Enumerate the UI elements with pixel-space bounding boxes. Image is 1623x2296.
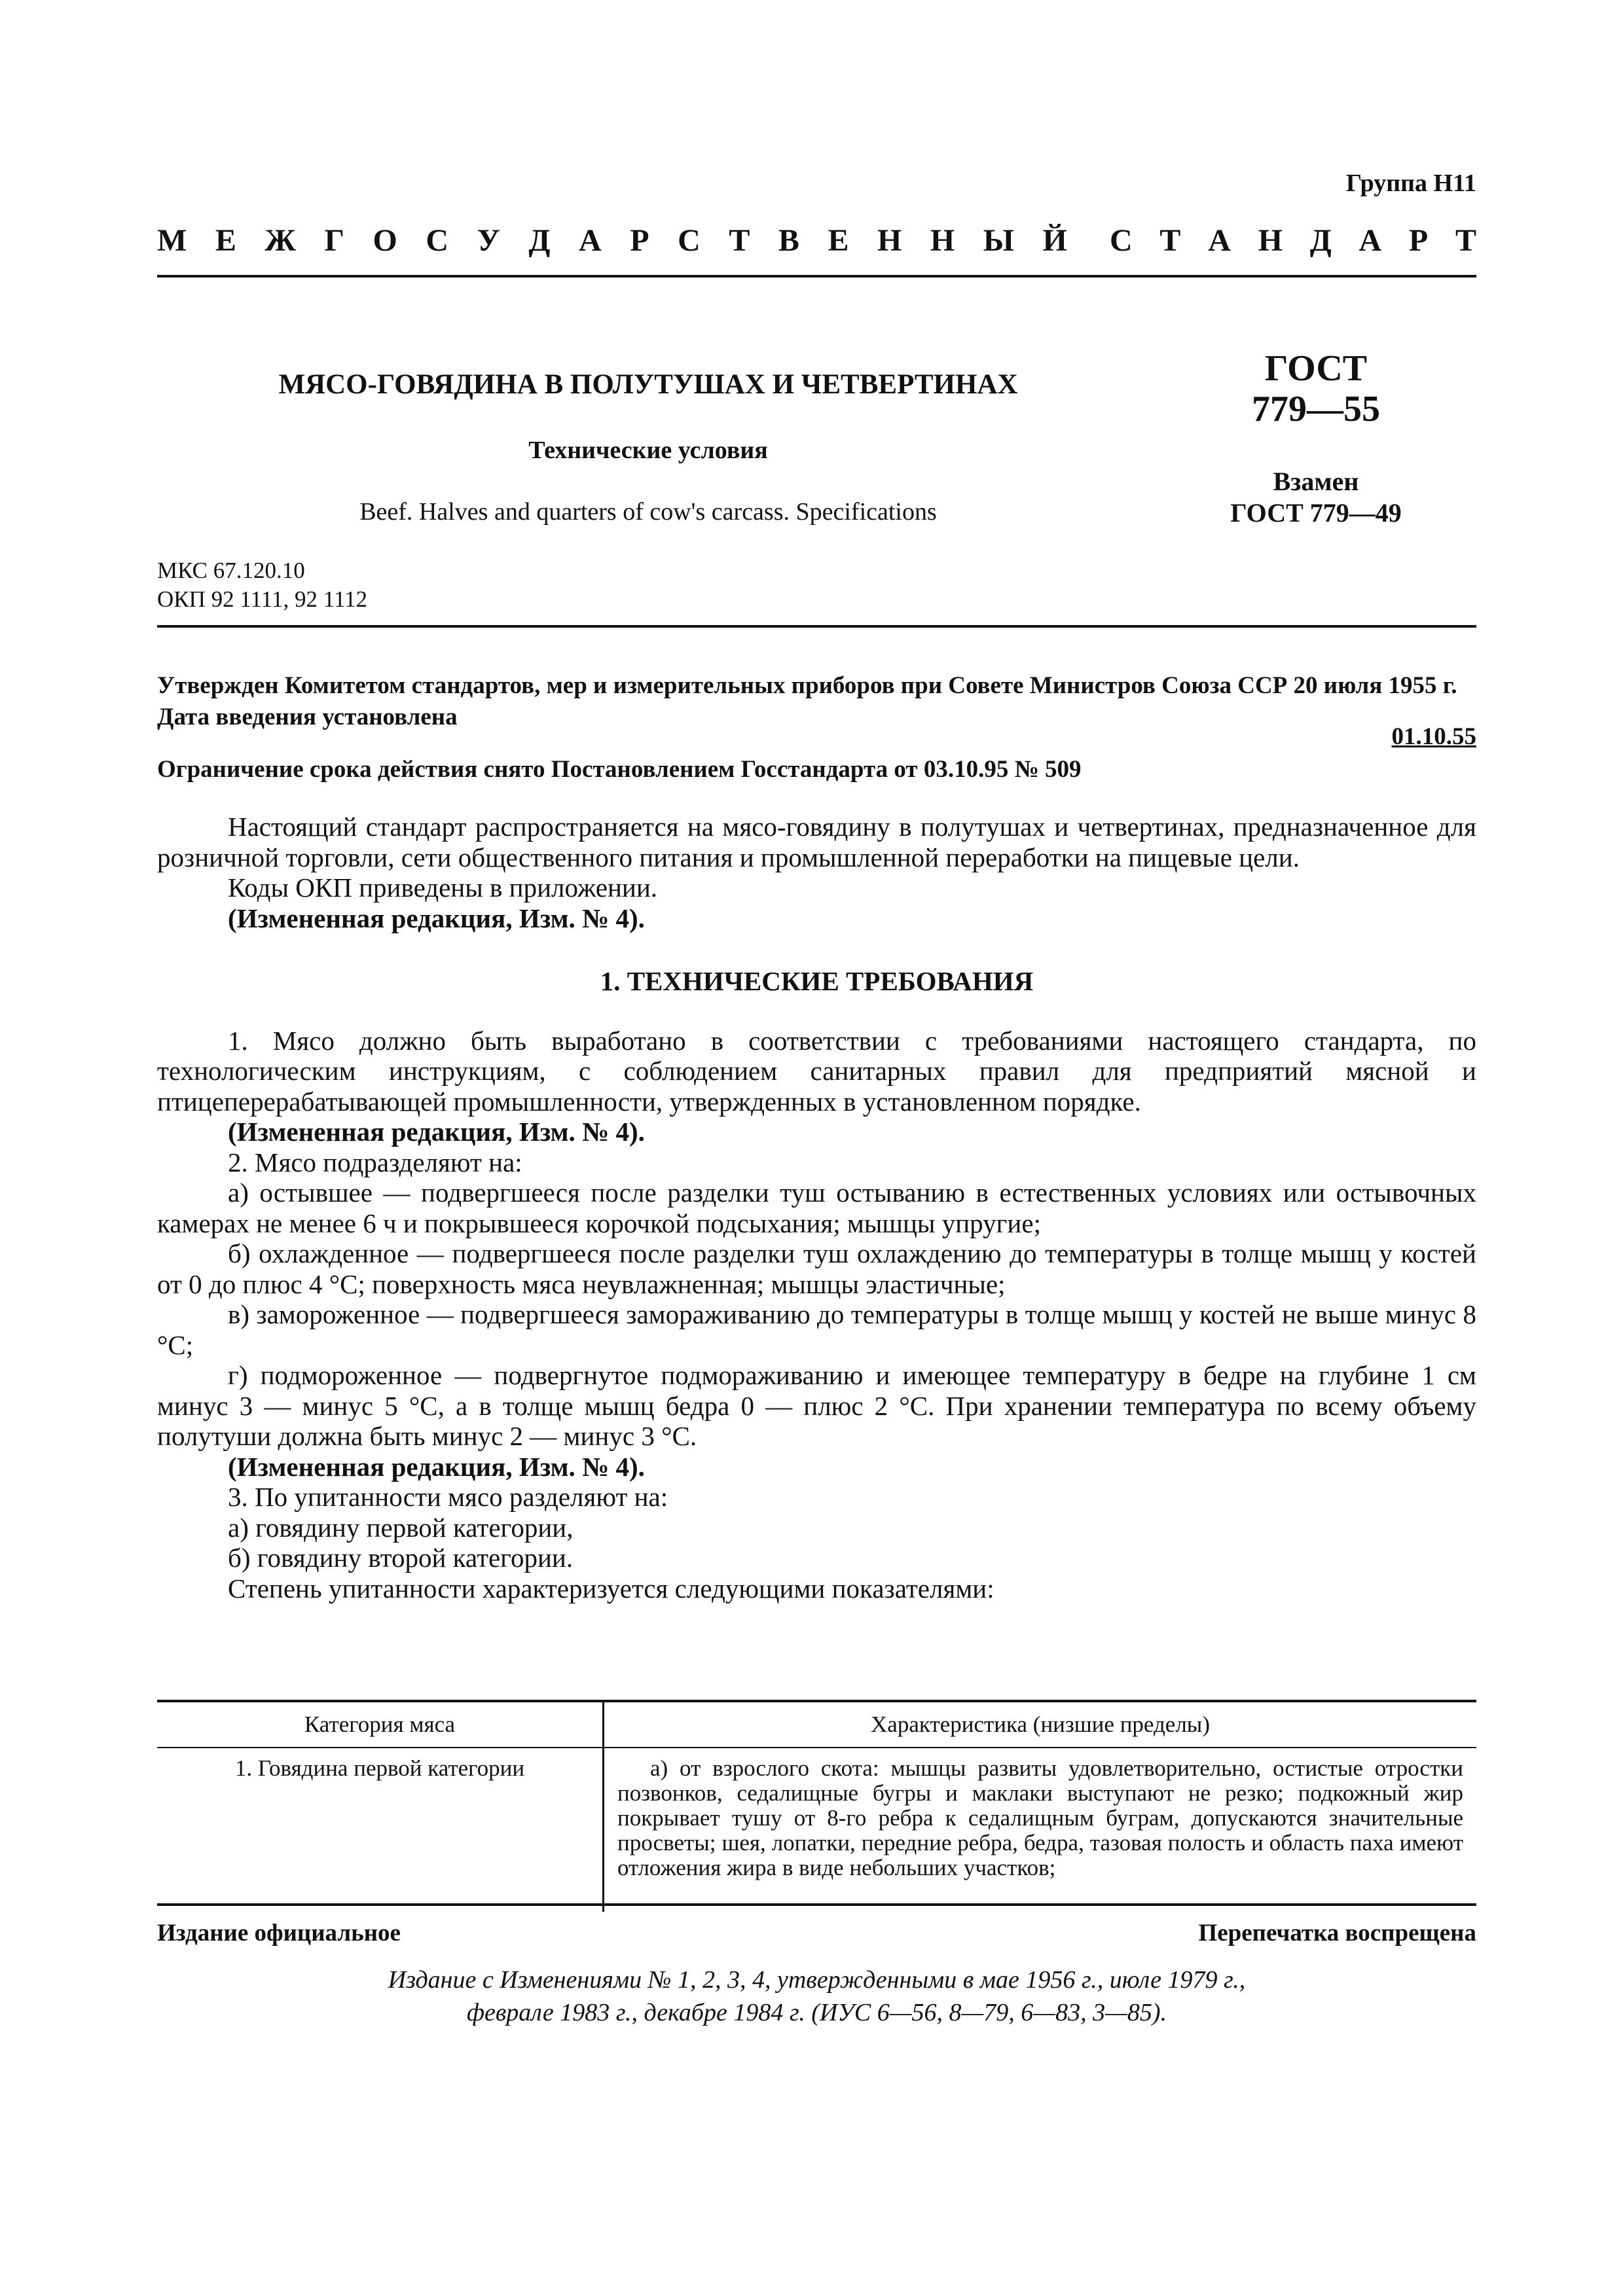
- gost-number: 779—55: [1252, 389, 1380, 429]
- banner-letter: Й: [1042, 223, 1067, 258]
- banner-letter: А: [1359, 223, 1382, 258]
- approval-text: Утвержден Комитетом стандартов, мер и измерительных приборов при Совете Министров Союза ССР 20 июля 1955 г. Дата введения установлена: [157, 672, 1457, 730]
- banner-word-interstate: [157, 223, 1067, 259]
- banner-letter: Т: [1455, 223, 1476, 258]
- clause-2: 2. Мясо подразделяют на:: [228, 1147, 522, 1177]
- column-header-characteristic: Характеристика (низшие пределы): [604, 1701, 1477, 1748]
- table-header-row: [157, 1701, 1476, 1748]
- clause-3a: а) говядину первой категории,: [228, 1512, 574, 1543]
- clause-2b: б) охлажденное — подвергшееся после разделки туш охлаждению до температуры в толще мышц у костей от 0 до плюс 4 °С; поверхность мяса неувлажненная; мышцы эластичные;: [157, 1238, 1476, 1299]
- banner-letter: А: [1208, 223, 1231, 258]
- banner-letter: М: [157, 223, 187, 258]
- official-edition-label: Издание официальное: [157, 1920, 401, 1946]
- classification-codes: [157, 556, 367, 614]
- clause-3b: б) говядину второй категории.: [228, 1543, 574, 1573]
- banner-letter: О: [373, 223, 397, 258]
- edition-note: [157, 1964, 1476, 2029]
- codes-rule: [157, 625, 1476, 628]
- standard-banner: [157, 223, 1476, 259]
- banner-letter: Т: [729, 223, 750, 258]
- reprint-prohibited-label: Перепечатка воспрещена: [1198, 1920, 1476, 1946]
- banner-letter: А: [579, 223, 602, 258]
- intro-paragraph: Настоящий стандарт распространяется на мясо-говядину в полутушах и четвертинах, предназначенное для розничной торговли, сети общественного питания и промышленной переработки на пищевые цели.: [157, 812, 1476, 872]
- banner-letter: Д: [528, 223, 551, 258]
- limit-removed-text: Ограничение срока действия снято Постановлением Госстандарта от 03.10.95 № 509: [157, 756, 1082, 783]
- english-title: Beef. Halves and quarters of cow's carcass. Specifications: [359, 498, 937, 526]
- replaces-number: ГОСТ 779—49: [1230, 498, 1402, 528]
- banner-letter: Н: [1258, 223, 1283, 258]
- header-rule: [157, 275, 1476, 278]
- footer-rule: [157, 1903, 1476, 1906]
- banner-letter: В: [778, 223, 799, 258]
- banner-letter: С: [1110, 223, 1133, 258]
- clause-2d: г) подмороженное — подвергнутое подмораживанию и имеющее температуру в бедре на глубине 1 см минус 3 — минус 5 °С, а в толще мышц бедра 0 — плюс 2 °С. При хранении температура по всему объему полутуши должна быть минус 2 — минус 3 °С.: [157, 1360, 1476, 1451]
- okp-note: Коды ОКП приведены в приложении.: [228, 872, 658, 903]
- banner-letter: С: [678, 223, 701, 258]
- document-title: МЯСО-ГОВЯДИНА В ПОЛУТУШАХ И ЧЕТВЕРТИНАХ: [278, 369, 1018, 400]
- document-body: [157, 812, 1476, 1604]
- edition-line: феврале 1983 г., декабре 1984 г. (ИУС 6—56, 8—79, 6—83, 3—85).: [466, 1999, 1167, 2026]
- banner-letter: Ж: [264, 223, 296, 258]
- banner-letter: С: [426, 223, 449, 258]
- characteristic-cell: а) от взрослого скота: мышцы развиты удовлетворительно, остистые отростки позвонков, седалищные бугры и маклаки выступают не резко; подкожный жир покрывает тушу от 8-го ребра к седалищным буграм, допускаются значительные просветы; шея, лопатки, передние ребра, бедра, тазовая полость и область паха имеют отложения жира в виде небольших участков;: [617, 1755, 1463, 1880]
- clause-3c: Степень упитанности характеризуется следующими показателями:: [228, 1573, 994, 1604]
- banner-letter: Н: [877, 223, 902, 258]
- amendment-note: (Измененная редакция, Изм. № 4).: [228, 1117, 645, 1147]
- section-heading: 1. ТЕХНИЧЕСКИЕ ТРЕБОВАНИЯ: [600, 966, 1034, 996]
- mks-code: МКС 67.120.10: [157, 558, 305, 583]
- table-row: [157, 1748, 1476, 1912]
- introduction-date: 01.10.55: [1391, 723, 1476, 750]
- clause-3: 3. По упитанности мясо разделяют на:: [228, 1482, 668, 1512]
- clause-2a: а) остывшее — подвергшееся после разделки туш остыванию в естественных условиях или остывочных камерах не менее 6 ч и покрывшееся корочкой подсыхания; мышцы упругие;: [157, 1177, 1476, 1238]
- group-code: Группа Н11: [1345, 170, 1476, 197]
- banner-letter: Т: [1159, 223, 1181, 258]
- gost-label: ГОСТ: [1264, 348, 1368, 389]
- banner-letter: Ы: [983, 223, 1014, 258]
- banner-letter: Р: [630, 223, 649, 258]
- banner-letter: Д: [1309, 223, 1332, 258]
- amendment-note: (Измененная редакция, Изм. № 4).: [228, 1451, 645, 1482]
- banner-word-standard: [1110, 223, 1476, 259]
- fatness-table: [157, 1700, 1476, 1912]
- replaces-block: [1185, 466, 1447, 529]
- banner-letter: Е: [215, 223, 236, 258]
- banner-letter: Н: [930, 223, 955, 258]
- column-header-category: Категория мяса: [157, 1701, 604, 1748]
- clause-1: 1. Мясо должно быть выработано в соответствии с требованиями настоящего стандарта, по технологическим инструкциям, с соблюдением санитарных правил для предприятий мясной и птицеперерабатывающей промышленности, утвержденных в установленном порядке.: [157, 1025, 1476, 1117]
- banner-letter: Г: [324, 223, 344, 258]
- edition-line: Издание с Изменениями № 1, 2, 3, 4, утвержденными в мае 1956 г., июле 1979 г.,: [388, 1966, 1246, 1994]
- gost-number-block: [1185, 348, 1447, 429]
- banner-letter: У: [477, 223, 500, 258]
- banner-letter: Р: [1408, 223, 1429, 258]
- document-subtitle: Технические условия: [528, 437, 768, 464]
- amendment-note: (Измененная редакция, Изм. № 4).: [228, 903, 645, 933]
- category-cell: 1. Говядина первой категории: [157, 1748, 604, 1912]
- banner-letter: Е: [828, 223, 849, 258]
- replaces-label: Взамен: [1273, 467, 1359, 496]
- okp-code: ОКП 92 1111, 92 1112: [157, 586, 368, 612]
- clause-2c: в) замороженное — подвергшееся замораживанию до температуры в толще мышц у костей не выше минус 8 °С;: [157, 1299, 1476, 1360]
